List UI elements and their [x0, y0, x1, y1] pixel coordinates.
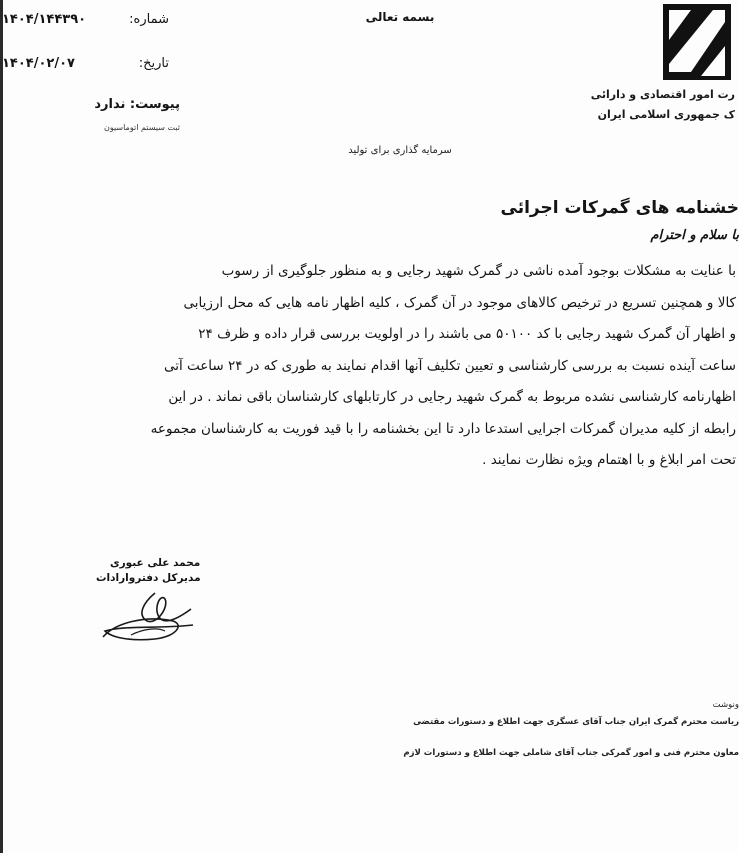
body-line: اظهارنامه کارشناسی نشده مربوط به گمرک شهید رجایی در کارتابلهای کارشناسان باقی نماند . در این: [168, 389, 736, 405]
ministry-name-line2: ک جمهوری اسلامی ایران: [597, 108, 735, 121]
customs-emblem-icon: [661, 2, 733, 82]
signer-title: مدیرکل دفتروارادات: [96, 572, 201, 584]
attachment-field: پیوست: ندارد: [94, 97, 180, 112]
signer-name: محمد علی عبوری: [110, 557, 201, 569]
cc-heading: ونوشت: [712, 700, 739, 710]
body-line: کالا و همچنین تسریع در ترخیص کالاهای موجود در آن گمرک ، کلیه اظهار نامه هایی که محل ارزیابی: [183, 294, 736, 311]
slogan-text: سرمایه گذاری برای تولید: [348, 145, 452, 156]
body-line: ساعت آینده نسبت به بررسی کارشناسی و تعیین تکلیف آنها اقدام نمایند به طوری که در ۲۴ ساعت آتی: [163, 357, 736, 374]
body-line: رابطه از کلیه مدیران گمرکات اجرایی استدعا دارد تا این بخشنامه را با قید فوریت به کارشناسان مجموعه: [150, 420, 736, 437]
invocation-text: بسمه تعالی: [365, 10, 435, 24]
letter-title: خشنامه های گمرکات اجرائی: [500, 198, 739, 218]
cc-recipient-2: معاون محترم فنی و امور گمرکی جناب آقای شاملی جهت اطلاع و دستورات لازم: [403, 748, 739, 758]
body-line: با عنایت به مشکلات بوجود آمده ناشی در گمرک شهید رجایی و به منظور جلوگیری از رسوب: [221, 263, 736, 279]
date-label: تاریخ:: [138, 56, 169, 71]
letter-body: [20, 256, 736, 477]
body-line: تحت امر ابلاغ و با اهتمام ویژه نظارت نمایند .: [482, 452, 736, 468]
date-value: ۱۴۰۴/۰۲/۰۷: [2, 56, 75, 71]
ministry-name-line1: رت امور اقتصادی و دارائی: [590, 88, 735, 101]
cc-recipient-1: ریاست محترم گمرک ایران جناب آقای عسگری جهت اطلاع و دستورات مقتضی: [413, 717, 739, 727]
body-line: و اظهار آن گمرک شهید رجایی با کد ۵۰۱۰۰ می باشند را در اولویت بررسی قرار داده و ظرف ۲۴: [198, 326, 736, 342]
salutation: با سلام و احترام: [650, 228, 739, 243]
number-value: ۱۴۰۴/۱۴۴۳۹۰: [2, 12, 87, 27]
handwritten-signature: [95, 585, 205, 650]
number-label: شماره:: [129, 12, 169, 27]
automation-note: ثبت سیستم اتوماسیون: [103, 123, 180, 132]
left-border-line: [0, 0, 3, 853]
